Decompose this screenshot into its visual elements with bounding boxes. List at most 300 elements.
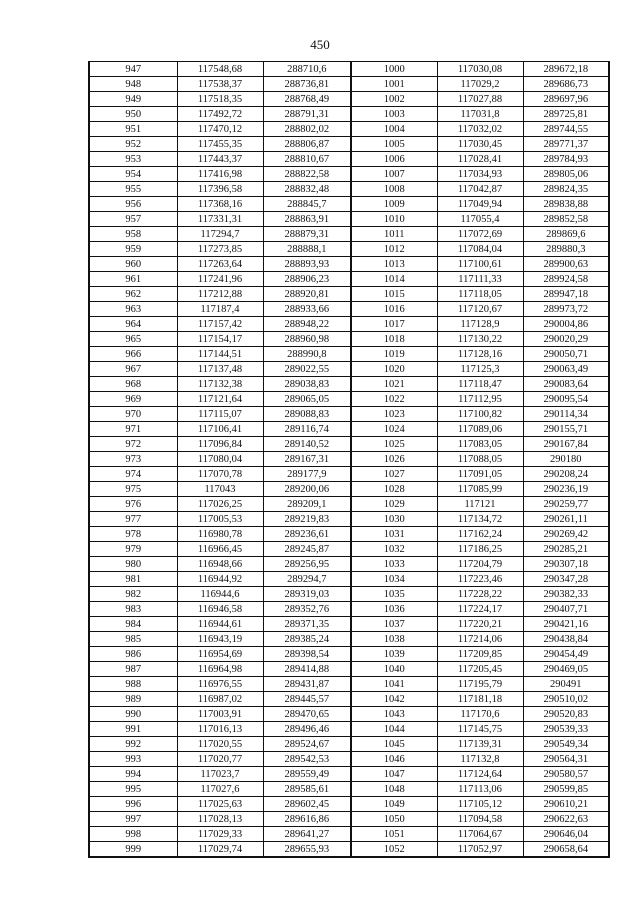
- x-coordinate-cell: 117214,06: [437, 632, 523, 647]
- point-number-cell: 968: [89, 377, 177, 392]
- table-row: [89, 302, 609, 317]
- table-row: [89, 332, 609, 347]
- table-row: [89, 467, 609, 482]
- x-coordinate-cell: 117042,87: [437, 182, 523, 197]
- point-number-cell: 988: [89, 677, 177, 692]
- y-coordinate-cell: 290167,84: [523, 437, 609, 452]
- table-row: [89, 572, 609, 587]
- point-number-cell: 983: [89, 602, 177, 617]
- x-coordinate-cell: 117181,18: [437, 692, 523, 707]
- coordinates-table-body: [89, 62, 609, 858]
- y-coordinate-cell: 288822,58: [263, 167, 351, 182]
- x-coordinate-cell: 116943,19: [177, 632, 263, 647]
- y-coordinate-cell: 289686,73: [523, 77, 609, 92]
- y-coordinate-cell: 290580,57: [523, 767, 609, 782]
- point-number-cell: 1004: [351, 122, 437, 137]
- x-coordinate-cell: 117416,98: [177, 167, 263, 182]
- x-coordinate-cell: 117112,95: [437, 392, 523, 407]
- x-coordinate-cell: 116944,6: [177, 587, 263, 602]
- x-coordinate-cell: 117084,04: [437, 242, 523, 257]
- x-coordinate-cell: 116976,55: [177, 677, 263, 692]
- y-coordinate-cell: 290095,54: [523, 392, 609, 407]
- table-row: [89, 77, 609, 92]
- table-row: [89, 602, 609, 617]
- point-number-cell: 960: [89, 257, 177, 272]
- table-row: [89, 692, 609, 707]
- y-coordinate-cell: 290180: [523, 452, 609, 467]
- y-coordinate-cell: 290564,31: [523, 752, 609, 767]
- x-coordinate-cell: 117043: [177, 482, 263, 497]
- x-coordinate-cell: 117089,06: [437, 422, 523, 437]
- table-row: [89, 197, 609, 212]
- point-number-cell: 1027: [351, 467, 437, 482]
- x-coordinate-cell: 117100,61: [437, 257, 523, 272]
- table-row: [89, 587, 609, 602]
- table-row: [89, 752, 609, 767]
- x-coordinate-cell: 117204,79: [437, 557, 523, 572]
- coordinates-table: [88, 61, 610, 858]
- x-coordinate-cell: 117029,74: [177, 842, 263, 858]
- x-coordinate-cell: 116944,92: [177, 572, 263, 587]
- x-coordinate-cell: 117120,67: [437, 302, 523, 317]
- x-coordinate-cell: 117020,55: [177, 737, 263, 752]
- table-row: [89, 272, 609, 287]
- y-coordinate-cell: 289900,63: [523, 257, 609, 272]
- point-number-cell: 1007: [351, 167, 437, 182]
- point-number-cell: 1020: [351, 362, 437, 377]
- table-row: [89, 527, 609, 542]
- y-coordinate-cell: 290236,19: [523, 482, 609, 497]
- y-coordinate-cell: 290208,24: [523, 467, 609, 482]
- y-coordinate-cell: 290469,05: [523, 662, 609, 677]
- table-row: [89, 182, 609, 197]
- point-number-cell: 1047: [351, 767, 437, 782]
- point-number-cell: 958: [89, 227, 177, 242]
- x-coordinate-cell: 117396,58: [177, 182, 263, 197]
- x-coordinate-cell: 117144,51: [177, 347, 263, 362]
- point-number-cell: 998: [89, 827, 177, 842]
- point-number-cell: 973: [89, 452, 177, 467]
- table-row: [89, 437, 609, 452]
- x-coordinate-cell: 117130,22: [437, 332, 523, 347]
- y-coordinate-cell: 289256,95: [263, 557, 351, 572]
- table-row: [89, 512, 609, 527]
- point-number-cell: 970: [89, 407, 177, 422]
- x-coordinate-cell: 117106,41: [177, 422, 263, 437]
- y-coordinate-cell: 289385,24: [263, 632, 351, 647]
- table-row: [89, 662, 609, 677]
- point-number-cell: 1038: [351, 632, 437, 647]
- point-number-cell: 1011: [351, 227, 437, 242]
- point-number-cell: 957: [89, 212, 177, 227]
- point-number-cell: 999: [89, 842, 177, 858]
- point-number-cell: 1001: [351, 77, 437, 92]
- y-coordinate-cell: 289641,27: [263, 827, 351, 842]
- point-number-cell: 950: [89, 107, 177, 122]
- x-coordinate-cell: 117100,82: [437, 407, 523, 422]
- x-coordinate-cell: 117331,31: [177, 212, 263, 227]
- x-coordinate-cell: 117029,33: [177, 827, 263, 842]
- x-coordinate-cell: 117220,21: [437, 617, 523, 632]
- point-number-cell: 971: [89, 422, 177, 437]
- table-row: [89, 707, 609, 722]
- y-coordinate-cell: 289524,67: [263, 737, 351, 752]
- point-number-cell: 989: [89, 692, 177, 707]
- x-coordinate-cell: 117030,08: [437, 62, 523, 77]
- x-coordinate-cell: 117016,13: [177, 722, 263, 737]
- x-coordinate-cell: 117080,04: [177, 452, 263, 467]
- point-number-cell: 951: [89, 122, 177, 137]
- x-coordinate-cell: 117124,64: [437, 767, 523, 782]
- point-number-cell: 1009: [351, 197, 437, 212]
- table-row: [89, 107, 609, 122]
- point-number-cell: 966: [89, 347, 177, 362]
- x-coordinate-cell: 117096,84: [177, 437, 263, 452]
- y-coordinate-cell: 288791,31: [263, 107, 351, 122]
- y-coordinate-cell: 289414,88: [263, 662, 351, 677]
- point-number-cell: 1003: [351, 107, 437, 122]
- x-coordinate-cell: 117170,6: [437, 707, 523, 722]
- point-number-cell: 1031: [351, 527, 437, 542]
- point-number-cell: 995: [89, 782, 177, 797]
- y-coordinate-cell: 288960,98: [263, 332, 351, 347]
- table-row: [89, 797, 609, 812]
- point-number-cell: 1000: [351, 62, 437, 77]
- point-number-cell: 994: [89, 767, 177, 782]
- table-row: [89, 122, 609, 137]
- y-coordinate-cell: 290382,33: [523, 587, 609, 602]
- y-coordinate-cell: 290307,18: [523, 557, 609, 572]
- point-number-cell: 1034: [351, 572, 437, 587]
- table-row: [89, 737, 609, 752]
- point-number-cell: 1024: [351, 422, 437, 437]
- y-coordinate-cell: 290259,77: [523, 497, 609, 512]
- point-number-cell: 959: [89, 242, 177, 257]
- y-coordinate-cell: 290539,33: [523, 722, 609, 737]
- table-row: [89, 317, 609, 332]
- x-coordinate-cell: 117132,38: [177, 377, 263, 392]
- x-coordinate-cell: 116964,98: [177, 662, 263, 677]
- page-number: 450: [310, 37, 330, 52]
- point-number-cell: 962: [89, 287, 177, 302]
- x-coordinate-cell: 117368,16: [177, 197, 263, 212]
- y-coordinate-cell: 289352,76: [263, 602, 351, 617]
- x-coordinate-cell: 116954,69: [177, 647, 263, 662]
- point-number-cell: 947: [89, 62, 177, 77]
- x-coordinate-cell: 117118,05: [437, 287, 523, 302]
- point-number-cell: 1012: [351, 242, 437, 257]
- point-number-cell: 990: [89, 707, 177, 722]
- y-coordinate-cell: 289431,87: [263, 677, 351, 692]
- table-row: [89, 767, 609, 782]
- point-number-cell: 976: [89, 497, 177, 512]
- point-number-cell: 986: [89, 647, 177, 662]
- point-number-cell: 1019: [351, 347, 437, 362]
- y-coordinate-cell: 289655,93: [263, 842, 351, 858]
- y-coordinate-cell: 290454,49: [523, 647, 609, 662]
- x-coordinate-cell: 117020,77: [177, 752, 263, 767]
- table-row: [89, 227, 609, 242]
- x-coordinate-cell: 117128,16: [437, 347, 523, 362]
- x-coordinate-cell: 117195,79: [437, 677, 523, 692]
- point-number-cell: 1026: [351, 452, 437, 467]
- y-coordinate-cell: 289559,49: [263, 767, 351, 782]
- x-coordinate-cell: 117003,91: [177, 707, 263, 722]
- x-coordinate-cell: 117518,35: [177, 92, 263, 107]
- y-coordinate-cell: 289924,58: [523, 272, 609, 287]
- y-coordinate-cell: 288863,91: [263, 212, 351, 227]
- point-number-cell: 953: [89, 152, 177, 167]
- x-coordinate-cell: 117072,69: [437, 227, 523, 242]
- point-number-cell: 987: [89, 662, 177, 677]
- y-coordinate-cell: 290407,71: [523, 602, 609, 617]
- y-coordinate-cell: 290549,34: [523, 737, 609, 752]
- x-coordinate-cell: 117443,37: [177, 152, 263, 167]
- x-coordinate-cell: 117052,97: [437, 842, 523, 858]
- table-row: [89, 677, 609, 692]
- y-coordinate-cell: 289140,52: [263, 437, 351, 452]
- y-coordinate-cell: 289294,7: [263, 572, 351, 587]
- x-coordinate-cell: 117470,12: [177, 122, 263, 137]
- table-row: [89, 92, 609, 107]
- x-coordinate-cell: 117492,72: [177, 107, 263, 122]
- y-coordinate-cell: 288906,23: [263, 272, 351, 287]
- y-coordinate-cell: 289065,05: [263, 392, 351, 407]
- point-number-cell: 985: [89, 632, 177, 647]
- point-number-cell: 1015: [351, 287, 437, 302]
- point-number-cell: 1006: [351, 152, 437, 167]
- point-number-cell: 1005: [351, 137, 437, 152]
- x-coordinate-cell: 117031,8: [437, 107, 523, 122]
- table-row: [89, 542, 609, 557]
- x-coordinate-cell: 116946,58: [177, 602, 263, 617]
- y-coordinate-cell: 289236,61: [263, 527, 351, 542]
- point-number-cell: 1041: [351, 677, 437, 692]
- point-number-cell: 1050: [351, 812, 437, 827]
- x-coordinate-cell: 117083,05: [437, 437, 523, 452]
- y-coordinate-cell: 290155,71: [523, 422, 609, 437]
- table-row: [89, 152, 609, 167]
- point-number-cell: 963: [89, 302, 177, 317]
- point-number-cell: 948: [89, 77, 177, 92]
- y-coordinate-cell: 289496,46: [263, 722, 351, 737]
- point-number-cell: 1029: [351, 497, 437, 512]
- point-number-cell: 1039: [351, 647, 437, 662]
- y-coordinate-cell: 289038,83: [263, 377, 351, 392]
- point-number-cell: 1018: [351, 332, 437, 347]
- point-number-cell: 972: [89, 437, 177, 452]
- point-number-cell: 984: [89, 617, 177, 632]
- x-coordinate-cell: 117209,85: [437, 647, 523, 662]
- x-coordinate-cell: 117027,6: [177, 782, 263, 797]
- x-coordinate-cell: 117538,37: [177, 77, 263, 92]
- x-coordinate-cell: 116980,78: [177, 527, 263, 542]
- point-number-cell: 1002: [351, 92, 437, 107]
- point-number-cell: 981: [89, 572, 177, 587]
- y-coordinate-cell: 290622,63: [523, 812, 609, 827]
- x-coordinate-cell: 117273,85: [177, 242, 263, 257]
- point-number-cell: 1046: [351, 752, 437, 767]
- x-coordinate-cell: 117094,58: [437, 812, 523, 827]
- table-row: [89, 392, 609, 407]
- point-number-cell: 979: [89, 542, 177, 557]
- table-row: [89, 632, 609, 647]
- x-coordinate-cell: 117228,22: [437, 587, 523, 602]
- point-number-cell: 1016: [351, 302, 437, 317]
- table-row: [89, 242, 609, 257]
- y-coordinate-cell: 289200,06: [263, 482, 351, 497]
- table-row: [89, 827, 609, 842]
- x-coordinate-cell: 117139,31: [437, 737, 523, 752]
- x-coordinate-cell: 117088,05: [437, 452, 523, 467]
- table-row: [89, 287, 609, 302]
- x-coordinate-cell: 117455,35: [177, 137, 263, 152]
- point-number-cell: 964: [89, 317, 177, 332]
- y-coordinate-cell: 288933,66: [263, 302, 351, 317]
- point-number-cell: 1037: [351, 617, 437, 632]
- y-coordinate-cell: 290020,29: [523, 332, 609, 347]
- point-number-cell: 1045: [351, 737, 437, 752]
- y-coordinate-cell: 289371,35: [263, 617, 351, 632]
- x-coordinate-cell: 117212,88: [177, 287, 263, 302]
- y-coordinate-cell: 288845,7: [263, 197, 351, 212]
- y-coordinate-cell: 288888,1: [263, 242, 351, 257]
- y-coordinate-cell: 289470,65: [263, 707, 351, 722]
- x-coordinate-cell: 117154,17: [177, 332, 263, 347]
- point-number-cell: 1051: [351, 827, 437, 842]
- point-number-cell: 1010: [351, 212, 437, 227]
- point-number-cell: 1033: [351, 557, 437, 572]
- y-coordinate-cell: 290646,04: [523, 827, 609, 842]
- point-number-cell: 977: [89, 512, 177, 527]
- point-number-cell: 1042: [351, 692, 437, 707]
- point-number-cell: 1022: [351, 392, 437, 407]
- y-coordinate-cell: 289585,61: [263, 782, 351, 797]
- x-coordinate-cell: 117034,93: [437, 167, 523, 182]
- y-coordinate-cell: 290520,83: [523, 707, 609, 722]
- y-coordinate-cell: 290114,34: [523, 407, 609, 422]
- y-coordinate-cell: 290658,64: [523, 842, 609, 858]
- y-coordinate-cell: 289672,18: [523, 62, 609, 77]
- y-coordinate-cell: 289805,06: [523, 167, 609, 182]
- x-coordinate-cell: 117115,07: [177, 407, 263, 422]
- point-number-cell: 993: [89, 752, 177, 767]
- table-row: [89, 482, 609, 497]
- x-coordinate-cell: 117294,7: [177, 227, 263, 242]
- point-number-cell: 1013: [351, 257, 437, 272]
- x-coordinate-cell: 117005,53: [177, 512, 263, 527]
- table-row: [89, 347, 609, 362]
- point-number-cell: 980: [89, 557, 177, 572]
- y-coordinate-cell: 290347,28: [523, 572, 609, 587]
- y-coordinate-cell: 288710,6: [263, 62, 351, 77]
- point-number-cell: 997: [89, 812, 177, 827]
- table-row: [89, 407, 609, 422]
- y-coordinate-cell: 290004,86: [523, 317, 609, 332]
- point-number-cell: 1035: [351, 587, 437, 602]
- y-coordinate-cell: 290261,11: [523, 512, 609, 527]
- table-row: [89, 167, 609, 182]
- table-row: [89, 497, 609, 512]
- point-number-cell: 1021: [351, 377, 437, 392]
- table-row: [89, 782, 609, 797]
- point-number-cell: 1017: [351, 317, 437, 332]
- x-coordinate-cell: 117049,94: [437, 197, 523, 212]
- x-coordinate-cell: 117223,46: [437, 572, 523, 587]
- y-coordinate-cell: 288920,81: [263, 287, 351, 302]
- y-coordinate-cell: 290421,16: [523, 617, 609, 632]
- point-number-cell: 1049: [351, 797, 437, 812]
- point-number-cell: 1014: [351, 272, 437, 287]
- x-coordinate-cell: 117121,64: [177, 392, 263, 407]
- point-number-cell: 1032: [351, 542, 437, 557]
- y-coordinate-cell: 289398,54: [263, 647, 351, 662]
- x-coordinate-cell: 116966,45: [177, 542, 263, 557]
- point-number-cell: 954: [89, 167, 177, 182]
- point-number-cell: 992: [89, 737, 177, 752]
- point-number-cell: 978: [89, 527, 177, 542]
- table-row: [89, 452, 609, 467]
- x-coordinate-cell: 117125,3: [437, 362, 523, 377]
- table-row: [89, 212, 609, 227]
- y-coordinate-cell: 290510,02: [523, 692, 609, 707]
- x-coordinate-cell: 117113,06: [437, 782, 523, 797]
- y-coordinate-cell: 288879,31: [263, 227, 351, 242]
- x-coordinate-cell: 117028,13: [177, 812, 263, 827]
- point-number-cell: 1023: [351, 407, 437, 422]
- point-number-cell: 991: [89, 722, 177, 737]
- table-row: [89, 617, 609, 632]
- y-coordinate-cell: 289219,83: [263, 512, 351, 527]
- y-coordinate-cell: 289973,72: [523, 302, 609, 317]
- y-coordinate-cell: 290285,21: [523, 542, 609, 557]
- table-row: [89, 62, 609, 77]
- x-coordinate-cell: 117548,68: [177, 62, 263, 77]
- y-coordinate-cell: 289697,96: [523, 92, 609, 107]
- x-coordinate-cell: 117241,96: [177, 272, 263, 287]
- y-coordinate-cell: 289116,74: [263, 422, 351, 437]
- point-number-cell: 975: [89, 482, 177, 497]
- point-number-cell: 965: [89, 332, 177, 347]
- table-row: [89, 257, 609, 272]
- y-coordinate-cell: 288768,49: [263, 92, 351, 107]
- point-number-cell: 996: [89, 797, 177, 812]
- table-row: [89, 422, 609, 437]
- point-number-cell: 1025: [351, 437, 437, 452]
- y-coordinate-cell: 289602,45: [263, 797, 351, 812]
- point-number-cell: 1030: [351, 512, 437, 527]
- x-coordinate-cell: 117263,64: [177, 257, 263, 272]
- x-coordinate-cell: 117157,42: [177, 317, 263, 332]
- x-coordinate-cell: 117187,4: [177, 302, 263, 317]
- y-coordinate-cell: 289088,83: [263, 407, 351, 422]
- y-coordinate-cell: 290438,84: [523, 632, 609, 647]
- x-coordinate-cell: 117032,02: [437, 122, 523, 137]
- table-row: [89, 722, 609, 737]
- y-coordinate-cell: 289445,57: [263, 692, 351, 707]
- x-coordinate-cell: 117162,24: [437, 527, 523, 542]
- point-number-cell: 956: [89, 197, 177, 212]
- y-coordinate-cell: 289616,86: [263, 812, 351, 827]
- x-coordinate-cell: 117137,48: [177, 362, 263, 377]
- table-row: [89, 137, 609, 152]
- x-coordinate-cell: 117186,25: [437, 542, 523, 557]
- x-coordinate-cell: 117091,05: [437, 467, 523, 482]
- x-coordinate-cell: 117026,25: [177, 497, 263, 512]
- point-number-cell: 974: [89, 467, 177, 482]
- point-number-cell: 982: [89, 587, 177, 602]
- x-coordinate-cell: 117145,75: [437, 722, 523, 737]
